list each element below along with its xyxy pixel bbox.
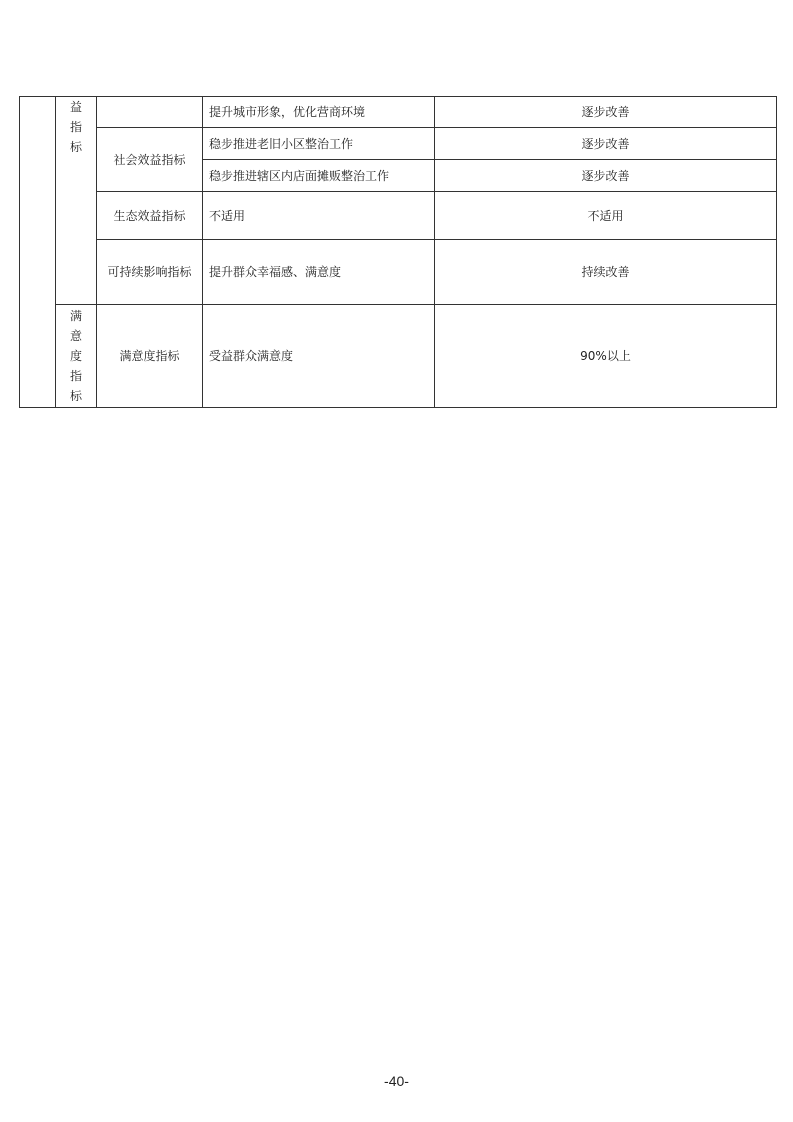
indicator-cell: 稳步推进辖区内店面摊贩整治工作 bbox=[203, 160, 435, 192]
table-row bbox=[20, 192, 777, 240]
indicator-cell: 受益群众满意度 bbox=[203, 305, 435, 408]
value-cell: 不适用 bbox=[435, 192, 777, 240]
table-row bbox=[20, 97, 777, 128]
indicator-cell: 稳步推进老旧小区整治工作 bbox=[203, 128, 435, 160]
table-row bbox=[20, 240, 777, 305]
indicator-cell: 提升城市形象，优化营商环境 bbox=[203, 97, 435, 128]
table-row bbox=[20, 305, 777, 408]
value-cell: 逐步改善 bbox=[435, 160, 777, 192]
sub-indicator-cell bbox=[97, 97, 203, 128]
value-cell: 逐步改善 bbox=[435, 97, 777, 128]
indicator-cell: 提升群众幸福感、满意度 bbox=[203, 240, 435, 305]
page-number: -40- bbox=[384, 1073, 409, 1089]
sub-indicator-cell: 社会效益指标 bbox=[97, 128, 203, 192]
category-label-benefit: 益指标 bbox=[69, 100, 82, 154]
table-row bbox=[20, 128, 777, 160]
category-label-satisfaction: 满意度指标 bbox=[69, 309, 82, 403]
performance-indicator-table bbox=[19, 96, 777, 408]
value-cell: 逐步改善 bbox=[435, 128, 777, 160]
sub-indicator-cell: 生态效益指标 bbox=[97, 192, 203, 240]
indicator-cell: 不适用 bbox=[203, 192, 435, 240]
outer-category-cell bbox=[20, 97, 56, 408]
sub-indicator-cell: 满意度指标 bbox=[97, 305, 203, 408]
category-cell-benefit bbox=[56, 97, 97, 305]
value-cell: 90%以上 bbox=[435, 305, 777, 408]
value-cell: 持续改善 bbox=[435, 240, 777, 305]
sub-indicator-cell: 可持续影响指标 bbox=[97, 240, 203, 305]
category-cell-satisfaction bbox=[56, 305, 97, 408]
